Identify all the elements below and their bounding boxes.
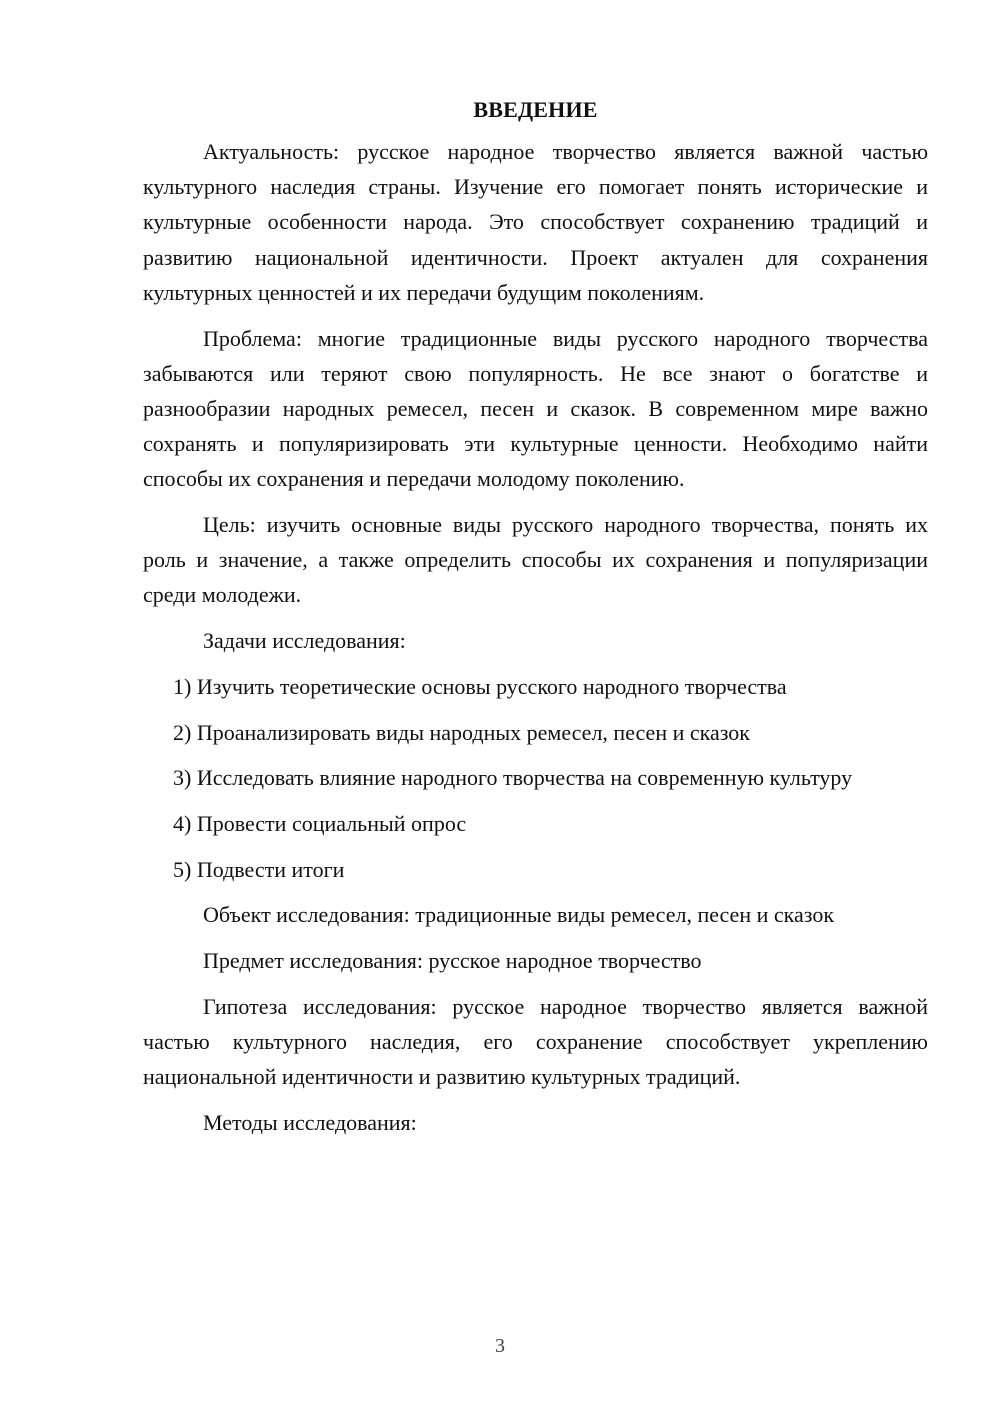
task-item-3: 3) Исследовать влияние народного творчества на современную культуру <box>173 765 853 791</box>
goal-paragraph: Цель: изучить основные виды русского народного творчества, понять их роль и значение, а также определить способы их сохранения и популяризации среди молодежи. <box>143 512 928 608</box>
task-item-5: 5) Подвести итоги <box>173 856 345 882</box>
hypothesis-paragraph: Гипотеза исследования: русское народное творчество является важной частью культурного наследия, его сохранение способствует укреплению национальной идентичности и развитию культурных традиций. <box>143 993 928 1090</box>
task-item-4: 4) Провести социальный опрос <box>173 810 467 836</box>
problem-paragraph: Проблема: многие традиционные виды русского народного творчества забываются или теряют свою популярность. Не все знают о богатстве и разнообразии народных ремесел, песен и сказок. В современном мире важно сохранять и популяризировать эти культурные ценности. Необходимо найти способы их сохранения и передачи молодому поколению. <box>143 325 928 492</box>
task-item-2: 2) Проанализировать виды народных ремесел, песен и сказок <box>173 719 750 745</box>
methods-heading: Методы исследования: <box>203 1109 417 1135</box>
tasks-heading: Задачи исследования: <box>203 628 406 654</box>
subject-paragraph: Предмет исследования: русское народное творчество <box>203 948 702 974</box>
document-page <box>143 94 928 1151</box>
relevance-paragraph: Актуальность: русское народное творчество является важной частью культурного наследия страны. Изучение его помогает понять исторические и культурные особенности народа. Это способствует сохранению традиций и развитию национальной идентичности. Проект актуален для сохранения культурных ценностей и их передачи будущим поколениям. <box>143 139 928 305</box>
section-title: ВВЕДЕНИЕ <box>473 97 598 122</box>
task-item-1: 1) Изучить теоретические основы русского народного творчества <box>173 673 787 699</box>
object-paragraph: Объект исследования: традиционные виды ремесел, песен и сказок <box>203 902 835 928</box>
page-number: 3 <box>495 1335 505 1357</box>
